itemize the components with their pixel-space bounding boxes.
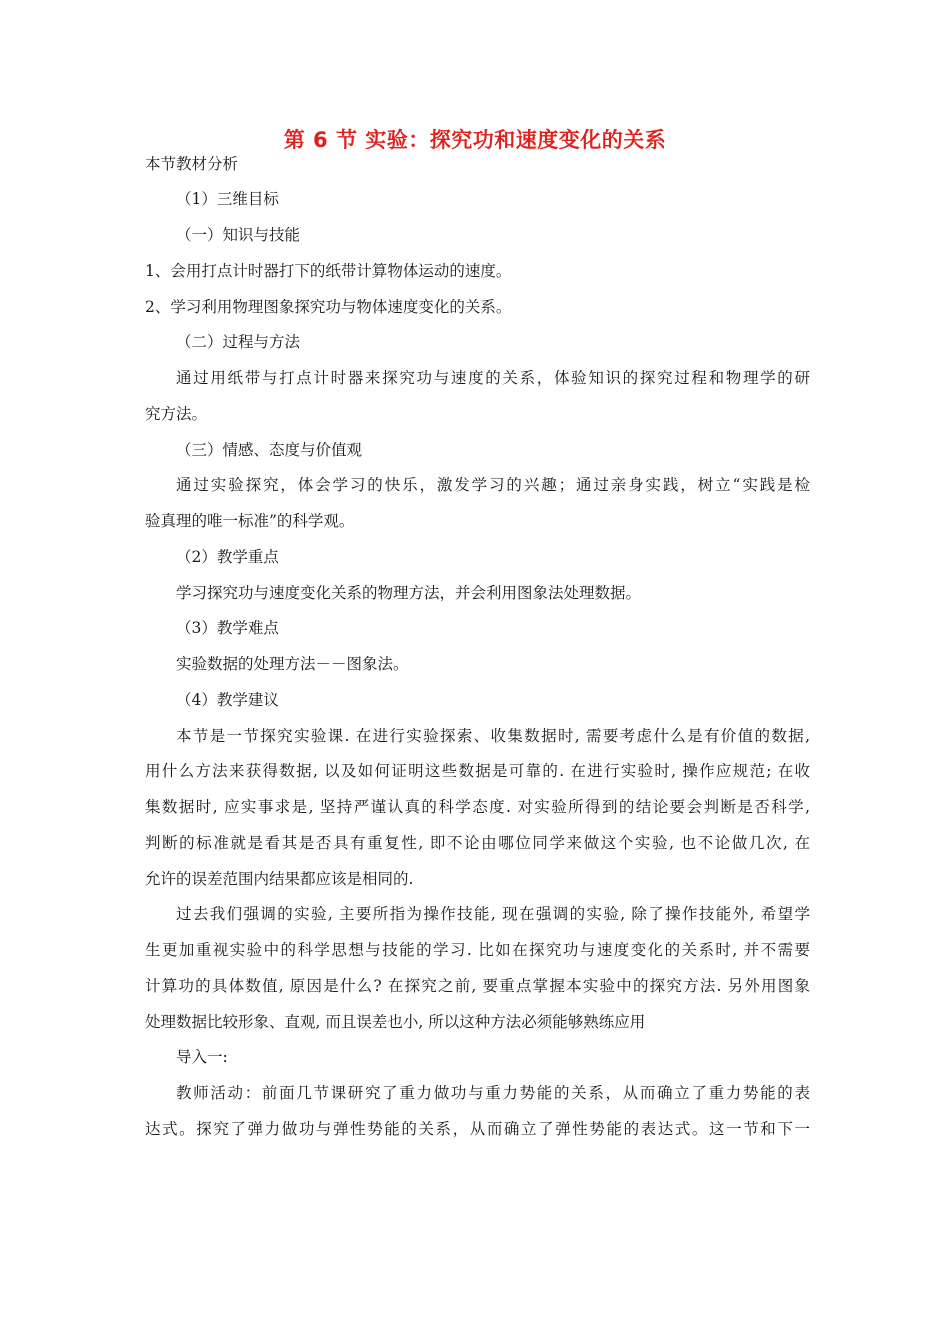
paragraph-line: 计算功的具体数值, 原因是什么? 在探究之前, 要重点掌握本实验中的探究方法. 另外用图象 xyxy=(145,977,810,995)
paragraph-line: 允许的误差范围内结果都应该是相同的. xyxy=(145,870,414,888)
subsection-heading: （一）知识与技能 xyxy=(176,226,301,244)
paragraph-line: 集数据时, 应实事求是, 坚持严谨认真的科学态度. 对实验所得到的结论要会判断是否科学, xyxy=(145,798,810,816)
paragraph-line: 教师活动：前面几节课研究了重力做功与重力势能的关系，从而确立了重力势能的表 xyxy=(176,1084,810,1102)
paragraph-line: 处理数据比较形象、直观, 而且误差也小, 所以这种方法必须能够熟练应用 xyxy=(145,1013,646,1031)
paragraph-line: 判断的标准就是看其是否具有重复性, 即不论由哪位同学来做这个实验, 也不论做几次, 在 xyxy=(145,834,810,852)
subsection-heading: （2）教学重点 xyxy=(176,548,279,566)
subsection-heading: （1）三维目标 xyxy=(176,190,279,208)
paragraph-line: 究方法。 xyxy=(145,405,208,423)
section-heading: 本节教材分析 xyxy=(145,155,239,173)
paragraph-line: 通过实验探究，体会学习的快乐，激发学习的兴趣；通过亲身实践，树立“实践是检 xyxy=(176,476,810,494)
paragraph-line: 过去我们强调的实验, 主要所指为操作技能, 现在强调的实验, 除了操作技能外, 希望学 xyxy=(176,905,810,923)
paragraph-line: 实验数据的处理方法－－图象法。 xyxy=(176,655,409,673)
paragraph-line: 通过用纸带与打点计时器来探究功与速度的关系，体验知识的探究过程和物理学的研 xyxy=(176,369,810,387)
paragraph-line: 1、会用打点计时器打下的纸带计算物体运动的速度。 xyxy=(145,262,512,280)
paragraph-line: 本节是一节探究实验课. 在进行实验探索、收集数据时, 需要考虑什么是有价值的数据, xyxy=(176,727,810,745)
paragraph-line: 达式。探究了弹力做功与弹性势能的关系，从而确立了弹性势能的表达式。这一节和下一 xyxy=(145,1120,810,1138)
paragraph-line: 验真理的唯一标准”的科学观。 xyxy=(145,512,355,530)
paragraph-line: 2、学习利用物理图象探究功与物体速度变化的关系。 xyxy=(145,298,512,316)
paragraph-line: 用什么方法来获得数据, 以及如何证明这些数据是可靠的. 在进行实验时, 操作应规范; 在收 xyxy=(145,762,810,780)
subsection-heading: （3）教学难点 xyxy=(176,619,279,637)
paragraph-line: 生更加重视实验中的科学思想与技能的学习. 比如在探究功与速度变化的关系时, 并不需要 xyxy=(145,941,810,959)
page-title: 第 6 节 实验：探究功和速度变化的关系 xyxy=(283,128,667,152)
subsection-heading: （三）情感、态度与价值观 xyxy=(176,441,363,459)
paragraph-line: 导入一: xyxy=(176,1048,228,1066)
subsection-heading: （二）过程与方法 xyxy=(176,333,301,351)
subsection-heading: （4）教学建议 xyxy=(176,691,279,709)
paragraph-line: 学习探究功与速度变化关系的物理方法，并会利用图象法处理数据。 xyxy=(176,584,642,602)
